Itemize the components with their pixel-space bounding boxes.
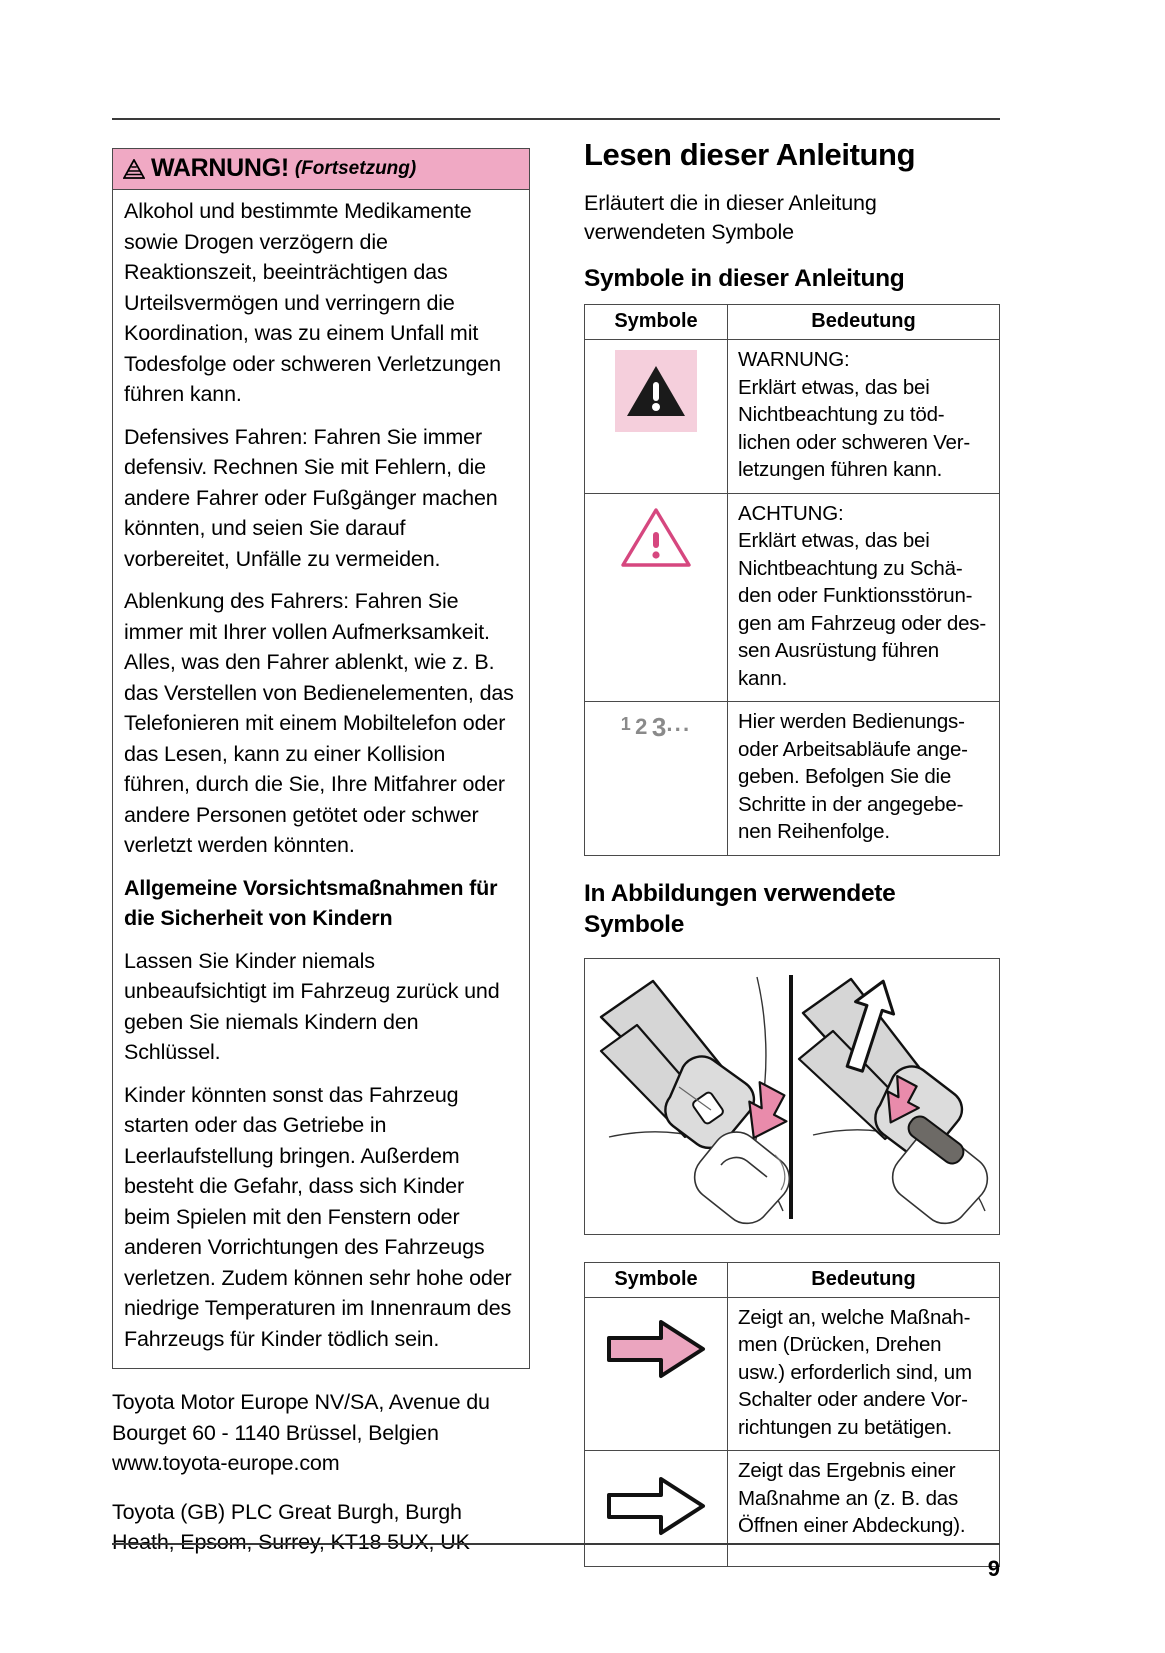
left-column [112, 148, 530, 1558]
step-numbers-icon: 1 2 3··· [620, 712, 692, 742]
warning-paragraph: Lassen Sie Kinder niemals unbeaufsichtigt im Fahrzeug zurück und geben Sie niemals Kindern den Schlüssel. [124, 948, 500, 1064]
meaning-cell-warnung [728, 340, 1000, 494]
address-toyota-gb: Toyota (GB) PLC Great Burgh, Burgh Heath, Epsom, Surrey, KT18 5UX, UK [112, 1499, 470, 1554]
table-row [585, 493, 1000, 702]
table-row [585, 702, 1000, 856]
page-title: Lesen dieser Anleitung [584, 137, 916, 172]
meaning-text: Hier werden Bedienungs-oder Arbeitsabläufe ange-geben. Befolgen Sie die Schritte in der angegebe-nen Reihenfolge. [738, 710, 968, 843]
right-figure-panel [799, 975, 987, 1223]
table-row [585, 1297, 1000, 1451]
symbol-cell-achtung [585, 493, 728, 702]
meaning-text: Zeigt an, welche Maßnah-men (Drücken, Drehen usw.) erforderlich sind, um Schalter oder andere Vor-richtungen zu betätigen. [738, 1305, 972, 1439]
symbols-table-figures [584, 1262, 1000, 1568]
seatbelt-buckle-illustration [584, 958, 1000, 1235]
bottom-rule [112, 1543, 1000, 1545]
meaning-cell-achtung [728, 493, 1000, 702]
symbol-cell-white-arrow [585, 1451, 728, 1567]
meaning-cell-pink-arrow [728, 1297, 1000, 1451]
address-toyota-motor-europe: Toyota Motor Europe NV/SA, Avenue du Bourget 60 - 1140 Brüssel, Belgien www.toyota-europe.com [112, 1390, 490, 1475]
top-rule [112, 118, 1000, 120]
right-column [584, 137, 1000, 1567]
subheading-symbols-in-figures: In Abbildungen verwendete Symbole [584, 879, 896, 938]
warning-paragraph: Defensives Fahren: Fahren Sie immer defensiv. Rechnen Sie mit Fehlern, die andere Fahrer oder Fußgänger machen könnten, und seien Sie darauf vorbereitet, Unfälle zu vermeiden. [124, 424, 498, 571]
symbol-cell-steps [585, 702, 728, 856]
pink-arrow-icon [603, 1369, 709, 1386]
meaning-text: ACHTUNG: Erklärt etwas, das bei Nichtbeachtung zu Schä-den oder Funktionsstörun-gen am Fahrzeug oder des-sen Ausrüstung führen kann. [738, 501, 986, 690]
intro-text: Erläutert die in dieser Anleitung verwendeten Symbole [584, 191, 877, 244]
column-header-bedeutung: Bedeutung [728, 1262, 1000, 1297]
warning-triangle-icon [123, 159, 145, 179]
warning-triangle-filled-icon [615, 350, 697, 432]
table-header-row [585, 1262, 1000, 1297]
white-outline-arrow-icon [603, 1526, 709, 1543]
warning-box [112, 148, 530, 1369]
warning-title: WARNUNG! [151, 154, 289, 182]
column-header-symbole: Symbole [585, 305, 728, 340]
meaning-cell-steps [728, 702, 1000, 856]
column-header-symbole: Symbole [585, 1262, 728, 1297]
meaning-text: WARNUNG: Erklärt etwas, das bei Nichtbeachtung zu töd-lichen oder schweren Ver-letzungen führen kann. [738, 348, 971, 481]
symbol-cell-warnung [585, 340, 728, 494]
warning-paragraph: Alkohol und bestimmte Medikamente sowie Drogen verzögern die Reaktionszeit, beeinträchtigen das Urteilsvermögen und verringern die Koordination, was zu einem Unfall mit Todesfolge oder schweren Verletzungen führen kann. [124, 199, 501, 406]
address-block [112, 1387, 530, 1558]
meaning-text: Zeigt das Ergebnis einer Maßnahme an (z. B. das Öffnen einer Abdeckung). [738, 1459, 966, 1537]
warning-box-body [113, 190, 529, 1368]
warning-subheading: Allgemeine Vorsichtsmaßnahmen für die Sicherheit von Kindern [124, 875, 498, 930]
warning-continuation-label: (Fortsetzung) [294, 157, 417, 179]
page-number: 9 [987, 1556, 1000, 1581]
column-header-bedeutung: Bedeutung [728, 305, 1000, 340]
symbol-cell-pink-arrow [585, 1297, 728, 1451]
warning-paragraph: Kinder könnten sonst das Fahrzeug starten oder das Getriebe in Leerlaufstellung bringen. Außerdem besteht die Gefahr, dass sich Kinder beim Spielen mit den Fenstern oder anderen Vorrichtungen des Fahrzeugs verletzen. Zudem können sehr hohe oder niedrige Temperaturen im Innenraum des Fahrzeugs für Kinder tödlich sein. [124, 1082, 512, 1351]
subheading-symbols-in-manual: Symbole in dieser Anleitung [584, 265, 905, 292]
table-row [585, 1451, 1000, 1567]
warning-box-header [113, 149, 529, 190]
table-row [585, 340, 1000, 494]
meaning-cell-white-arrow [728, 1451, 1000, 1567]
caution-triangle-outline-icon [618, 557, 694, 574]
symbols-table-manual [584, 304, 1000, 856]
table-header-row [585, 305, 1000, 340]
warning-paragraph: Ablenkung des Fahrers: Fahren Sie immer mit Ihrer vollen Aufmerksamkeit. Alles, was den Fahrer ablenkt, wie z. B. das Verstellen von Bedienelementen, das Telefonieren mit einem Mobiltelefon oder das Lesen, kann zu einer Kollision führen, durch die Sie, Ihre Mitfahrer oder andere Personen getötet oder schwer verletzt werden könnten. [124, 589, 514, 857]
left-figure-panel [601, 977, 797, 1223]
